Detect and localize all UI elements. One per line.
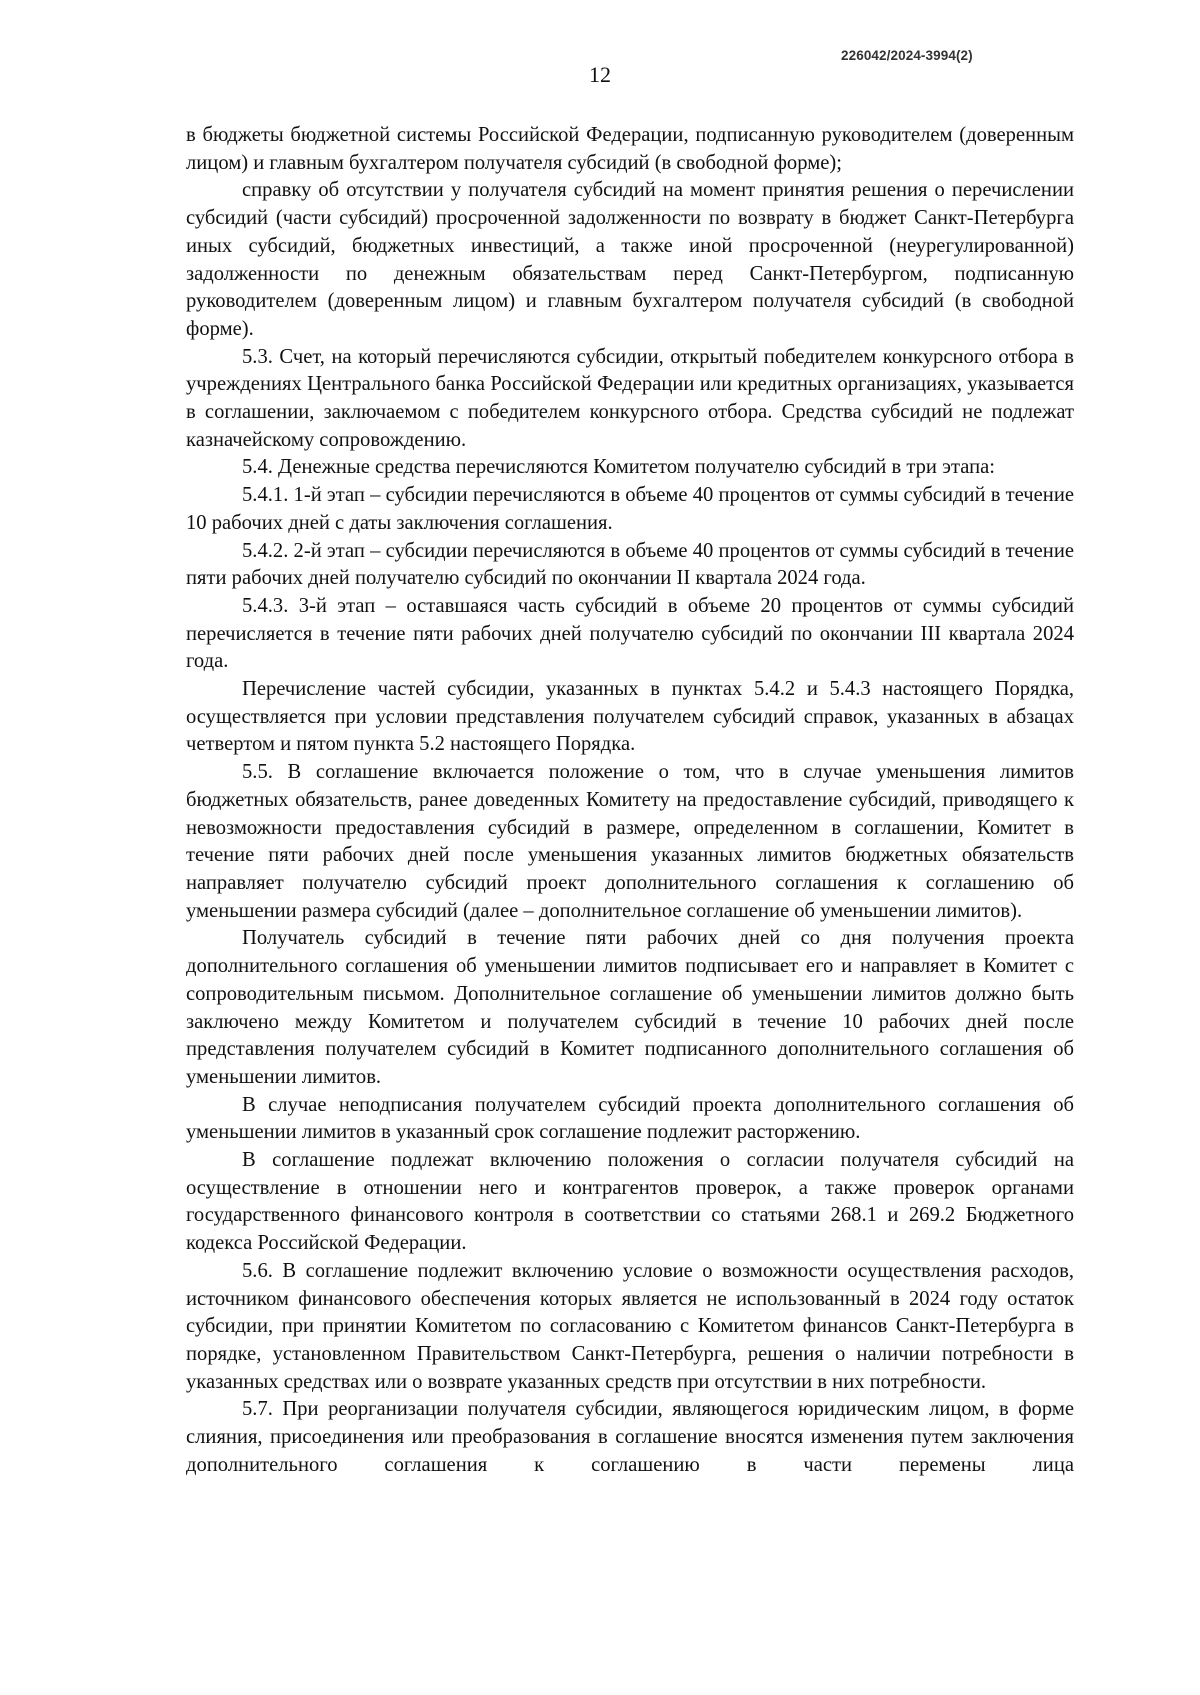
paragraph-reference-debt: справку об отсутствии у получателя субсидий на момент принятия решения о перечислении субсидий (части субсидий) просроченной задолженности по возврату в бюджет Санкт-Петербурга иных субсидий, бюджетных инвестиций, а также иной просроченной (неурегулированной) задолженности по денежным обязательствам перед Санкт-Петербургом, подписанную руководителем (доверенным лицом) и главным бухгалтером получателя субсидий (в свободной форме). [186, 179, 1074, 340]
paragraph-5-4-2: 5.4.2. 2-й этап – субсидии перечисляются в объеме 40 процентов от суммы субсидий в течение пяти рабочих дней получателю субсидий по окончании II квартала 2024 года. [186, 539, 1074, 590]
registration-number: 226042/2024-3994(2) [841, 48, 973, 63]
paragraph-5-6: 5.6. В соглашение подлежит включению условие о возможности осуществления расходов, источником финансового обеспечения которых является не использованный в 2024 году остаток субсидии, при принятии Комитетом по согласованию с Комитетом финансов Санкт-Петербурга в порядке, установленном Правительством Санкт-Петербурга, решения о наличии потребности в указанных средствах или о возврате указанных средств при отсутствии в них потребности. [186, 1259, 1074, 1393]
paragraph-inspections-consent: В соглашение подлежат включению положения о согласии получателя субсидий на осуществление в отношении него и контрагентов проверок, а также проверок органами государственного финансового контроля в соответствии со статьями 268.1 и 269.2 Бюджетного кодекса Российской Федерации. [186, 1149, 1074, 1255]
paragraph-termination: В случае неподписания получателем субсидий проекта дополнительного соглашения об уменьшении лимитов в указанный срок соглашение подлежит расторжению. [186, 1093, 1074, 1144]
paragraph-transfer-conditions: Перечисление частей субсидии, указанных в пунктах 5.4.2 и 5.4.3 настоящего Порядка, осуществляется при условии представления получателем субсидий справок, указанных в абзацах четвертом и пятом пункта 5.2 настоящего Порядка. [186, 678, 1074, 756]
document-body [186, 122, 1074, 1479]
paragraph-continuation: в бюджеты бюджетной системы Российской Федерации, подписанную руководителем (доверенным лицом) и главным бухгалтером получателя субсидий (в свободной форме); [186, 124, 1074, 174]
paragraph-5-5: 5.5. В соглашение включается положение о том, что в случае уменьшения лимитов бюджетных обязательств, ранее доведенных Комитету на предоставление субсидий, приводящего к невозможности предоставления субсидий в размере, определенном в соглашении, Комитет в течение пяти рабочих дней после уменьшения указанных лимитов бюджетных обязательств направляет получателю субсидий проект дополнительного соглашения к соглашению об уменьшении размера субсидий (далее – дополнительное соглашение об уменьшении лимитов). [186, 761, 1074, 922]
paragraph-5-4-3: 5.4.3. 3-й этап – оставшаяся часть субсидий в объеме 20 процентов от суммы субсидий перечисляется в течение пяти рабочих дней получателю субсидий по окончании III квартала 2024 года. [186, 594, 1074, 673]
page-number: 12 [589, 62, 611, 87]
paragraph-recipient-signing: Получатель субсидий в течение пяти рабочих дней со дня получения проекта дополнительного соглашения об уменьшении лимитов подписывает его и направляет в Комитет с сопроводительным письмом. Дополнительное соглашение об уменьшении лимитов должно быть заключено между Комитетом и получателем субсидий в течение 10 рабочих дней после представления получателем субсидий в Комитет подписанного дополнительного соглашения об уменьшении лимитов. [186, 927, 1074, 1088]
paragraph-5-3: 5.3. Счет, на который перечисляются субсидии, открытый победителем конкурсного отбора в учреждениях Центрального банка Российской Федерации или кредитных организациях, указывается в соглашении, заключаемом с победителем конкурсного отбора. Средства субсидий не подлежат казначейскому сопровождению. [186, 345, 1074, 451]
paragraph-5-7: 5.7. При реорганизации получателя субсидии, являющегося юридическим лицом, в форме слияния, присоединения или преобразования в соглашение вносятся изменения путем заключения дополнительного соглашения к соглашению в части перемены лица [186, 1398, 1074, 1476]
paragraph-5-4: 5.4. Денежные средства перечисляются Комитетом получателю субсидий в три этапа: [242, 456, 995, 479]
paragraph-5-4-1: 5.4.1. 1-й этап – субсидии перечисляются в объеме 40 процентов от суммы субсидий в течение 10 рабочих дней с даты заключения соглашения. [186, 484, 1074, 534]
